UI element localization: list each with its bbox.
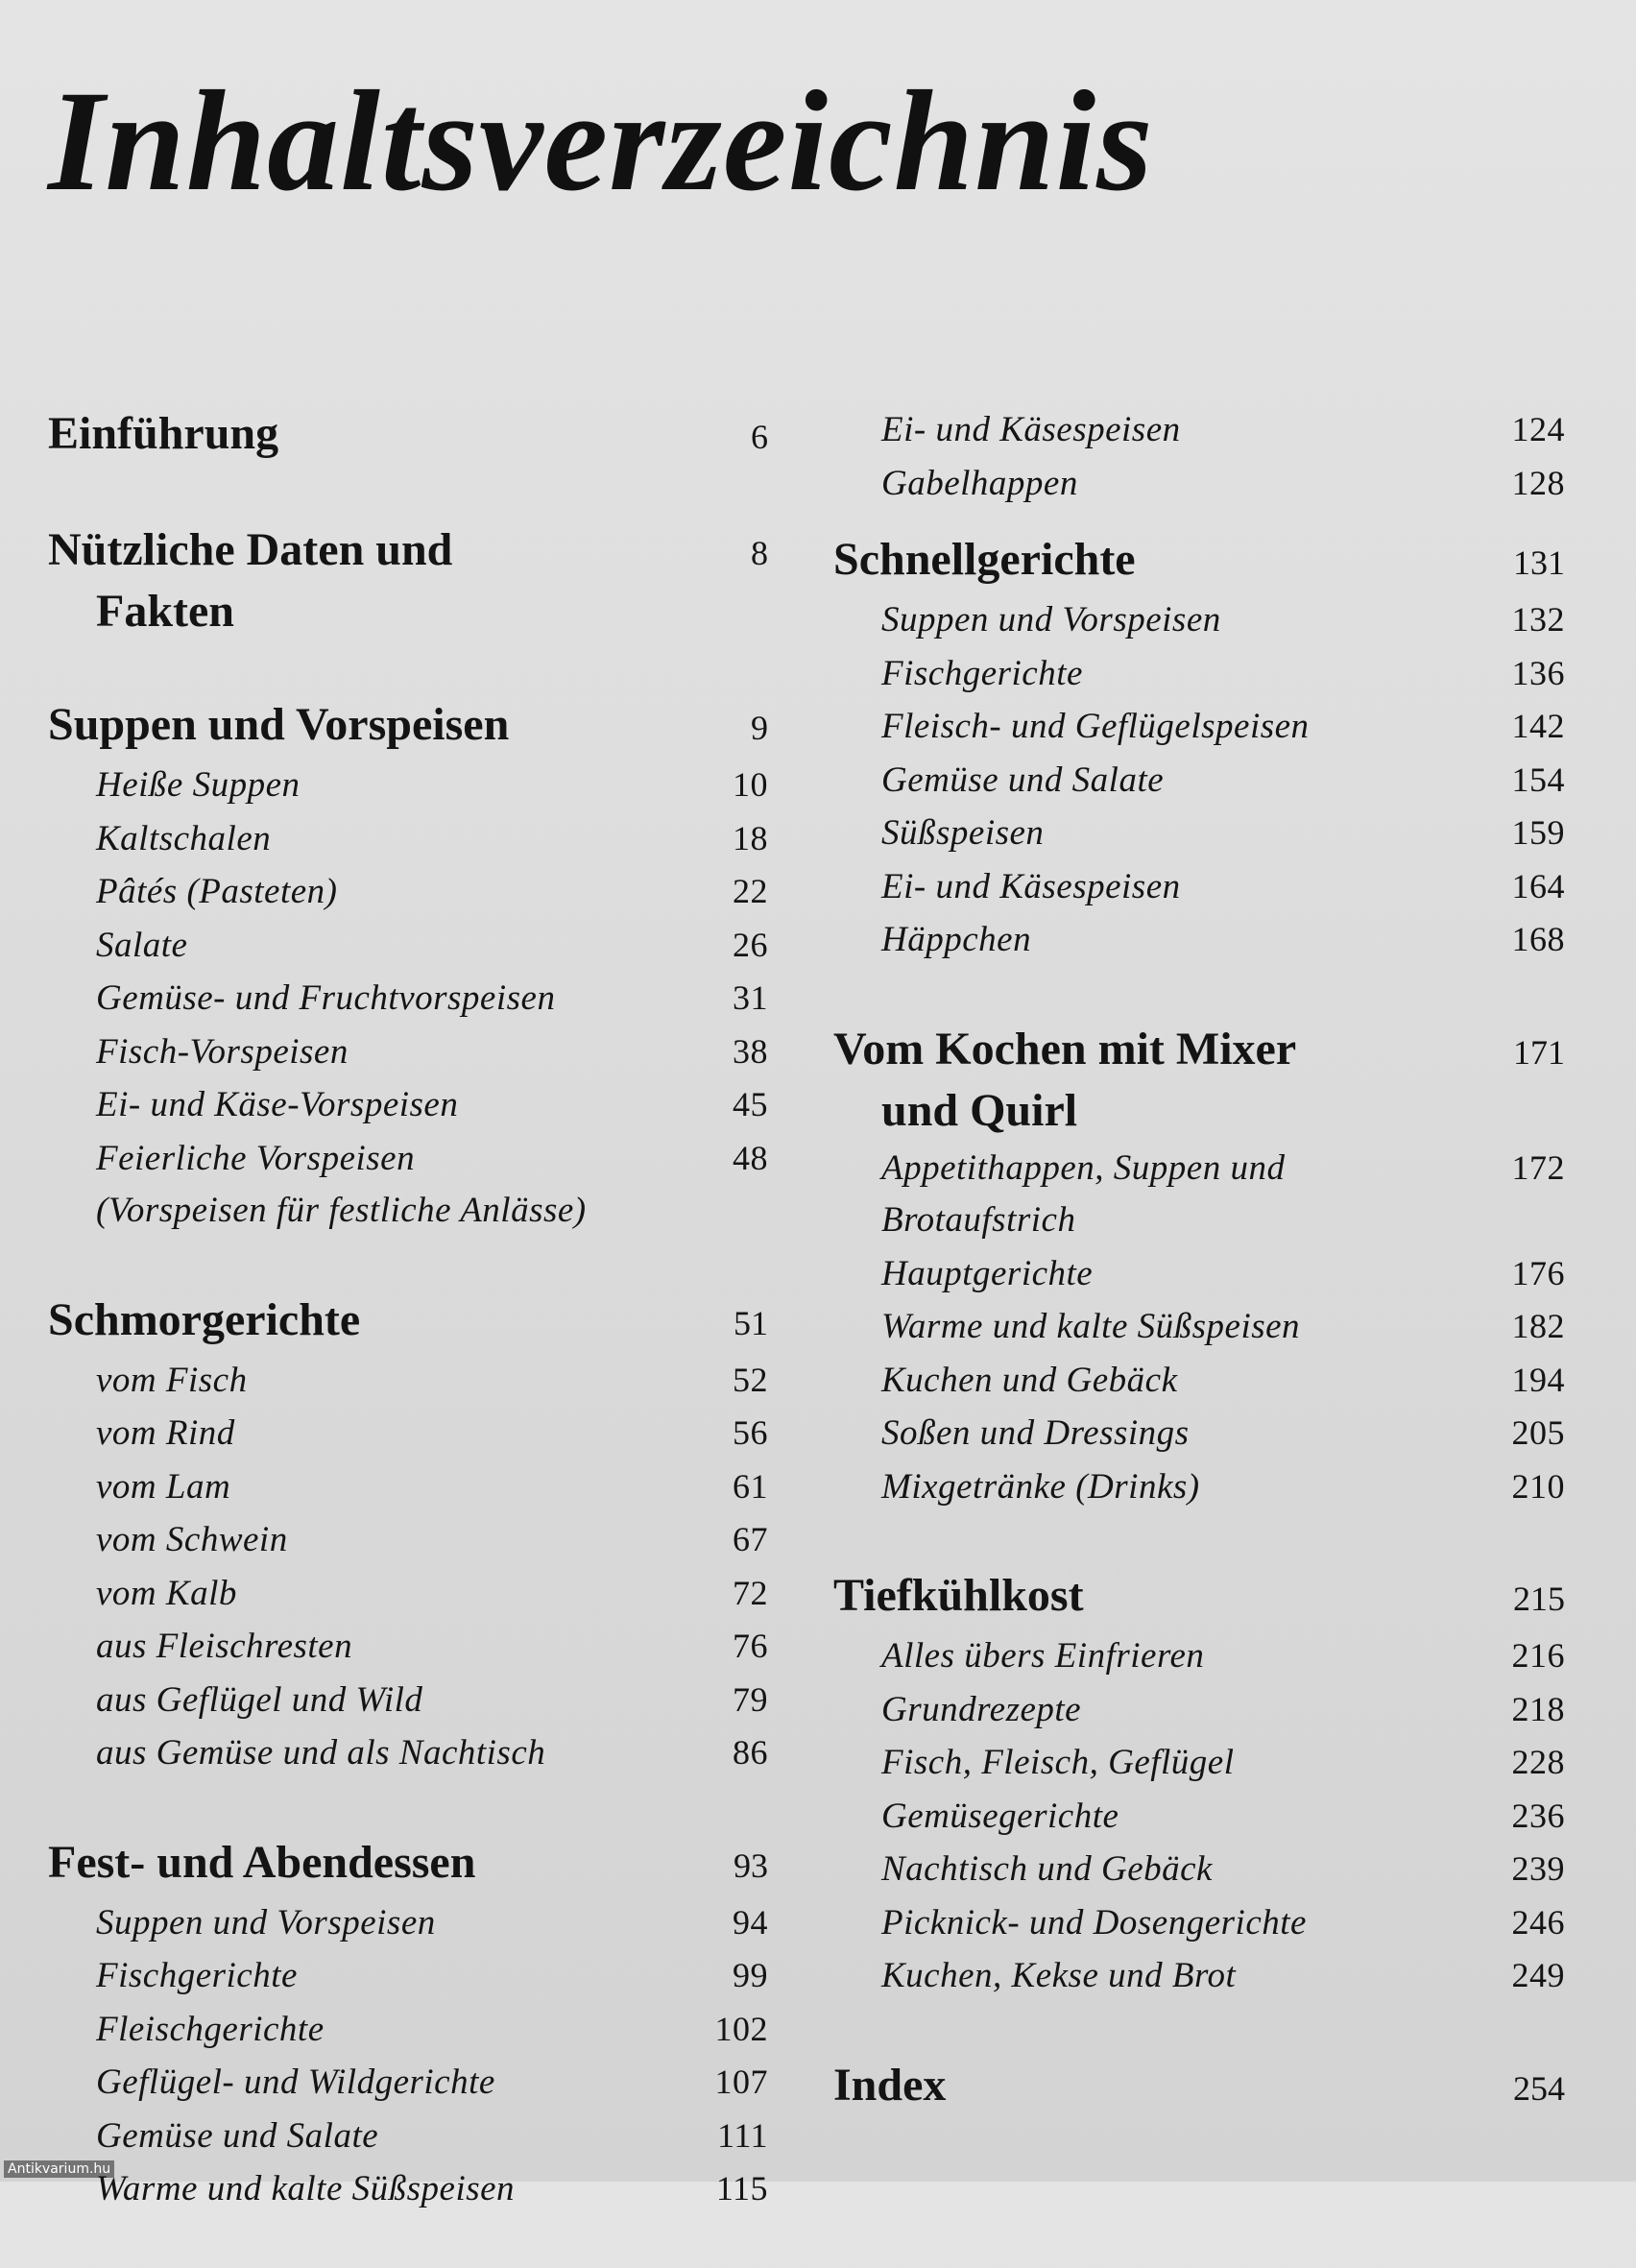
entry-title-line: Suppen und Vorspeisen bbox=[96, 1902, 436, 1942]
entry-page-number: 172 bbox=[1511, 1147, 1565, 1187]
entry-page-number: 216 bbox=[1511, 1636, 1565, 1675]
entry-page-number: 10 bbox=[733, 765, 768, 804]
entry-title-line: Nachtisch und Gebäck bbox=[881, 1849, 1213, 1889]
toc-right-column bbox=[833, 403, 1565, 2171]
entry-page-number: 56 bbox=[733, 1413, 768, 1452]
entry-title bbox=[881, 861, 1181, 914]
entry-title bbox=[96, 2004, 325, 2057]
entry-title bbox=[881, 755, 1164, 808]
entry-title-line: Grundrezepte bbox=[881, 1689, 1082, 1729]
entry-title bbox=[96, 1514, 288, 1567]
entry-title-line: Ei- und Käse-Vorspeisen bbox=[96, 1085, 459, 1124]
section-page-number: 131 bbox=[1513, 543, 1565, 582]
section-title bbox=[48, 403, 278, 465]
toc-entry[interactable] bbox=[833, 457, 1565, 511]
toc-section bbox=[833, 2055, 1565, 2119]
entry-page-number: 164 bbox=[1511, 866, 1565, 905]
entry-page-number: 154 bbox=[1511, 760, 1565, 799]
entry-page-number: 115 bbox=[715, 2169, 768, 2208]
entry-title bbox=[881, 594, 1221, 647]
section-heading[interactable] bbox=[48, 694, 768, 759]
section-heading[interactable] bbox=[48, 403, 768, 468]
entry-title-line: Appetithappen, Suppen und bbox=[881, 1147, 1286, 1188]
toc-entry[interactable] bbox=[48, 865, 768, 919]
entry-title-line: Gemüsegerichte bbox=[881, 1796, 1119, 1836]
toc-section bbox=[48, 1290, 768, 1780]
entry-title-line: Brotaufstrich bbox=[881, 1200, 1076, 1240]
entry-page-number: 176 bbox=[1511, 1253, 1565, 1292]
entry-title-line: aus Fleischresten bbox=[96, 1627, 353, 1666]
toc-entry[interactable] bbox=[48, 1132, 768, 1238]
entry-page-number: 45 bbox=[733, 1085, 768, 1123]
toc-entry[interactable] bbox=[833, 1790, 1565, 1844]
page-title: Inhaltsverzeichnis bbox=[48, 61, 1154, 221]
entry-page-number: 26 bbox=[733, 925, 768, 964]
entry-title-line: Fisch, Fleisch, Geflügel bbox=[881, 1743, 1235, 1782]
entry-page-number: 22 bbox=[733, 872, 768, 910]
entry-title-line: vom Kalb bbox=[96, 1573, 237, 1613]
toc-entry[interactable] bbox=[833, 647, 1565, 701]
entry-title bbox=[96, 760, 301, 812]
entry-title bbox=[96, 1727, 545, 1780]
section-heading[interactable] bbox=[48, 519, 768, 642]
entry-title-line: Suppen und Vorspeisen bbox=[881, 600, 1221, 639]
toc-section bbox=[48, 1832, 768, 2216]
entry-page-number: 86 bbox=[733, 1733, 768, 1772]
section-title bbox=[833, 1565, 1084, 1627]
entry-title bbox=[96, 1621, 352, 1674]
section-heading[interactable] bbox=[48, 1832, 768, 1896]
entry-title-line: Fleischgerichte bbox=[96, 2009, 325, 2049]
entry-page-number: 18 bbox=[733, 818, 768, 857]
watermark: Antikvarium.hu bbox=[4, 2160, 114, 2178]
entry-page-number: 31 bbox=[733, 978, 768, 1017]
toc-entry[interactable] bbox=[48, 759, 768, 812]
entry-title bbox=[96, 1026, 349, 1079]
section-title-line: Schnellgerichte bbox=[833, 534, 1136, 585]
entry-page-number: 128 bbox=[1511, 463, 1565, 502]
section-heading[interactable] bbox=[833, 1019, 1565, 1142]
entry-page-number: 210 bbox=[1511, 1466, 1565, 1506]
entry-page-number: 99 bbox=[733, 1956, 768, 1994]
entry-page-number: 142 bbox=[1511, 707, 1565, 745]
section-title-line: Fest- und Abendessen bbox=[48, 1836, 476, 1888]
entry-title bbox=[96, 973, 555, 1025]
entry-title bbox=[881, 1630, 1204, 1683]
toc-entry[interactable] bbox=[48, 1620, 768, 1674]
toc-entry[interactable] bbox=[48, 2056, 768, 2110]
toc-entry[interactable] bbox=[833, 754, 1565, 808]
entry-title-line: Fischgerichte bbox=[881, 653, 1083, 693]
entry-page-number: 249 bbox=[1511, 1956, 1565, 1994]
section-heading[interactable] bbox=[833, 1565, 1565, 1629]
toc-entry[interactable] bbox=[833, 700, 1565, 754]
entry-page-number: 38 bbox=[733, 1031, 768, 1071]
toc-entry[interactable] bbox=[833, 403, 1565, 457]
entry-title bbox=[881, 1791, 1119, 1844]
entry-title-line: Feierliche Vorspeisen bbox=[96, 1138, 416, 1178]
section-title-line: Tiefkühlkost bbox=[833, 1570, 1084, 1621]
section-title bbox=[833, 529, 1136, 591]
entry-title-line: Heiße Suppen bbox=[96, 765, 301, 805]
toc-entry[interactable] bbox=[833, 1460, 1565, 1514]
entry-title bbox=[96, 2111, 378, 2163]
section-page-number: 6 bbox=[751, 418, 768, 456]
entry-title bbox=[96, 1675, 422, 1727]
entry-title-line: Pâtés (Pasteten) bbox=[96, 872, 338, 911]
entry-title-line: vom Schwein bbox=[96, 1520, 288, 1559]
entry-title-line: Ei- und Käsespeisen bbox=[881, 410, 1181, 449]
entry-title-line: Geflügel- und Wildgerichte bbox=[96, 2063, 495, 2102]
toc-section bbox=[833, 403, 1565, 510]
toc-entry[interactable] bbox=[833, 1736, 1565, 1790]
entry-title-line: Kaltschalen bbox=[96, 818, 272, 858]
entry-title-line: Kuchen, Kekse und Brot bbox=[881, 1956, 1237, 1995]
entry-title-line: Hauptgerichte bbox=[881, 1253, 1094, 1293]
section-title-line: Vom Kochen mit Mixer bbox=[833, 1023, 1297, 1074]
entry-title bbox=[96, 1079, 458, 1132]
toc-left-column bbox=[48, 403, 768, 2268]
entry-title-line: aus Geflügel und Wild bbox=[96, 1679, 423, 1720]
toc-entry[interactable] bbox=[833, 1683, 1565, 1737]
entry-page-number: 102 bbox=[714, 2009, 768, 2048]
section-title-line: Index bbox=[833, 2059, 947, 2111]
section-page-number: 51 bbox=[734, 1303, 768, 1342]
section-title bbox=[833, 2055, 946, 2116]
entry-page-number: 48 bbox=[733, 1138, 768, 1177]
entry-title bbox=[881, 404, 1181, 457]
toc-entry[interactable] bbox=[833, 593, 1565, 647]
entry-title-line: vom Fisch bbox=[96, 1360, 248, 1400]
toc-section bbox=[833, 1019, 1565, 1514]
entry-page-number: 182 bbox=[1511, 1307, 1565, 1345]
entry-page-number: 111 bbox=[717, 2115, 768, 2155]
section-title-line: Schmorgerichte bbox=[48, 1293, 361, 1345]
section-page-number: 8 bbox=[751, 534, 768, 572]
entry-page-number: 205 bbox=[1511, 1413, 1565, 1452]
entry-title bbox=[96, 2163, 515, 2216]
entry-title bbox=[881, 1897, 1307, 1950]
toc-entry[interactable] bbox=[48, 1896, 768, 1950]
entry-title-line: Gabelhappen bbox=[881, 463, 1078, 503]
entry-page-number: 76 bbox=[733, 1627, 768, 1665]
toc-entry[interactable] bbox=[833, 1949, 1565, 2003]
entry-title-line: Salate bbox=[96, 925, 188, 965]
entry-page-number: 61 bbox=[733, 1466, 768, 1506]
entry-title-line: Fisch-Vorspeisen bbox=[96, 1031, 349, 1072]
entry-page-number: 107 bbox=[714, 2063, 768, 2101]
entry-page-number: 218 bbox=[1511, 1689, 1565, 1728]
entry-title bbox=[881, 1684, 1081, 1737]
toc-entry[interactable] bbox=[48, 919, 768, 973]
entry-page-number: 194 bbox=[1511, 1360, 1565, 1399]
entry-title bbox=[96, 813, 271, 866]
entry-title-line: Ei- und Käsespeisen bbox=[881, 866, 1181, 906]
section-heading[interactable] bbox=[48, 1290, 768, 1354]
toc-entry[interactable] bbox=[48, 1567, 768, 1621]
section-heading[interactable] bbox=[833, 2055, 1565, 2119]
entry-title-line: Picknick- und Dosengerichte bbox=[881, 1902, 1307, 1942]
entry-page-number: 168 bbox=[1511, 920, 1565, 958]
toc-entry[interactable] bbox=[833, 860, 1565, 914]
toc-entry[interactable] bbox=[833, 1629, 1565, 1683]
toc-section bbox=[48, 403, 768, 468]
section-title bbox=[48, 694, 509, 756]
toc-entry[interactable] bbox=[48, 1078, 768, 1132]
toc-entry[interactable] bbox=[833, 807, 1565, 860]
entry-title-line: Gemüse und Salate bbox=[881, 760, 1165, 800]
entry-page-number: 52 bbox=[733, 1360, 768, 1399]
toc-entry[interactable] bbox=[833, 1247, 1565, 1301]
section-page-number: 254 bbox=[1513, 2068, 1565, 2108]
entry-title bbox=[881, 1355, 1178, 1408]
entry-title bbox=[881, 808, 1044, 860]
entry-title-line: (Vorspeisen für festliche Anlässe) bbox=[96, 1191, 587, 1230]
toc-entry[interactable] bbox=[833, 1896, 1565, 1950]
section-title bbox=[833, 1019, 1296, 1142]
entry-title bbox=[96, 1950, 298, 2003]
toc-entry[interactable] bbox=[833, 913, 1565, 967]
entry-page-number: 228 bbox=[1511, 1743, 1565, 1781]
entry-title bbox=[96, 866, 338, 919]
entry-title bbox=[96, 1133, 587, 1238]
toc-entry[interactable] bbox=[833, 1354, 1565, 1408]
section-title bbox=[48, 1832, 475, 1894]
section-page-number: 93 bbox=[734, 1846, 768, 1885]
section-page-number: 9 bbox=[751, 709, 768, 747]
entry-title bbox=[96, 1897, 436, 1950]
toc-entry[interactable] bbox=[48, 2003, 768, 2057]
toc-entry[interactable] bbox=[48, 1949, 768, 2003]
toc-entry[interactable] bbox=[48, 1726, 768, 1780]
entry-title bbox=[881, 1844, 1213, 1896]
entry-title-line: Warme und kalte Süßspeisen bbox=[96, 2169, 516, 2208]
entry-title bbox=[881, 1143, 1285, 1247]
entry-page-number: 79 bbox=[733, 1679, 768, 1719]
section-title-line: und Quirl bbox=[881, 1084, 1078, 1136]
section-title-line: Nützliche Daten und bbox=[48, 524, 453, 575]
entry-title-line: vom Rind bbox=[96, 1413, 235, 1453]
entry-title-line: aus Gemüse und als Nachtisch bbox=[96, 1733, 546, 1773]
toc-entry[interactable] bbox=[48, 1460, 768, 1514]
entry-title bbox=[881, 458, 1078, 511]
entry-title bbox=[96, 1461, 230, 1514]
entry-title-line: Fleisch- und Geflügelspeisen bbox=[881, 707, 1310, 746]
section-title-line: Suppen und Vorspeisen bbox=[48, 699, 510, 750]
toc-entry[interactable] bbox=[833, 1300, 1565, 1354]
toc-entry[interactable] bbox=[833, 1407, 1565, 1460]
toc-entry[interactable] bbox=[48, 812, 768, 866]
section-heading[interactable] bbox=[833, 529, 1565, 593]
entry-title bbox=[881, 1248, 1093, 1301]
toc-entry[interactable] bbox=[48, 972, 768, 1025]
entry-title bbox=[881, 1408, 1190, 1460]
entry-title-line: Gemüse und Salate bbox=[96, 2115, 379, 2156]
entry-page-number: 239 bbox=[1511, 1849, 1565, 1888]
entry-page-number: 94 bbox=[733, 1902, 768, 1942]
section-title-line: Fakten bbox=[96, 586, 234, 637]
entry-page-number: 236 bbox=[1511, 1796, 1565, 1835]
entry-title bbox=[881, 1301, 1300, 1354]
entry-title-line: Süßspeisen bbox=[881, 813, 1045, 853]
toc-entry[interactable] bbox=[48, 1674, 768, 1727]
toc-entry[interactable] bbox=[833, 1142, 1565, 1247]
toc-entry[interactable] bbox=[48, 1025, 768, 1079]
entry-title bbox=[96, 1568, 237, 1621]
entry-title bbox=[881, 914, 1031, 967]
entry-title bbox=[96, 1408, 235, 1460]
toc-section bbox=[48, 519, 768, 642]
entry-title-line: Gemüse- und Fruchtvorspeisen bbox=[96, 978, 556, 1018]
entry-title-line: Soßen und Dressings bbox=[881, 1413, 1190, 1453]
section-title bbox=[48, 1290, 360, 1351]
toc-section bbox=[48, 694, 768, 1238]
section-page-number: 171 bbox=[1513, 1032, 1565, 1072]
section-title bbox=[48, 519, 452, 642]
entry-title bbox=[881, 1461, 1200, 1514]
entry-title bbox=[96, 2057, 495, 2110]
entry-page-number: 67 bbox=[733, 1520, 768, 1558]
toc-entry[interactable] bbox=[48, 2162, 768, 2216]
toc-entry[interactable] bbox=[48, 1354, 768, 1408]
entry-page-number: 159 bbox=[1511, 813, 1565, 852]
section-title-line: Einführung bbox=[48, 408, 279, 459]
entry-title bbox=[881, 701, 1310, 754]
entry-title-line: Warme und kalte Süßspeisen bbox=[881, 1307, 1301, 1346]
section-page-number: 215 bbox=[1513, 1580, 1565, 1618]
entry-page-number: 124 bbox=[1511, 410, 1565, 448]
toc-section bbox=[833, 529, 1565, 967]
toc-entry[interactable] bbox=[48, 2110, 768, 2163]
entry-title-line: Häppchen bbox=[881, 920, 1032, 959]
entry-title-line: Mixgetränke (Drinks) bbox=[881, 1466, 1200, 1507]
entry-title bbox=[881, 648, 1083, 701]
entry-title-line: Kuchen und Gebäck bbox=[881, 1360, 1178, 1400]
entry-title bbox=[881, 1950, 1236, 2003]
entry-page-number: 132 bbox=[1511, 600, 1565, 639]
toc-entry[interactable] bbox=[48, 1407, 768, 1460]
toc-entry[interactable] bbox=[833, 1843, 1565, 1896]
toc-entry[interactable] bbox=[48, 1513, 768, 1567]
entry-page-number: 72 bbox=[733, 1573, 768, 1612]
entry-title-line: Fischgerichte bbox=[96, 1956, 298, 1995]
entry-title-line: Alles übers Einfrieren bbox=[881, 1636, 1205, 1676]
entry-page-number: 246 bbox=[1511, 1902, 1565, 1942]
toc-section bbox=[833, 1565, 1565, 2003]
entry-title bbox=[96, 920, 187, 973]
entry-page-number: 136 bbox=[1511, 653, 1565, 692]
entry-title bbox=[96, 1355, 248, 1408]
entry-title bbox=[881, 1737, 1235, 1790]
entry-title-line: vom Lam bbox=[96, 1466, 231, 1507]
